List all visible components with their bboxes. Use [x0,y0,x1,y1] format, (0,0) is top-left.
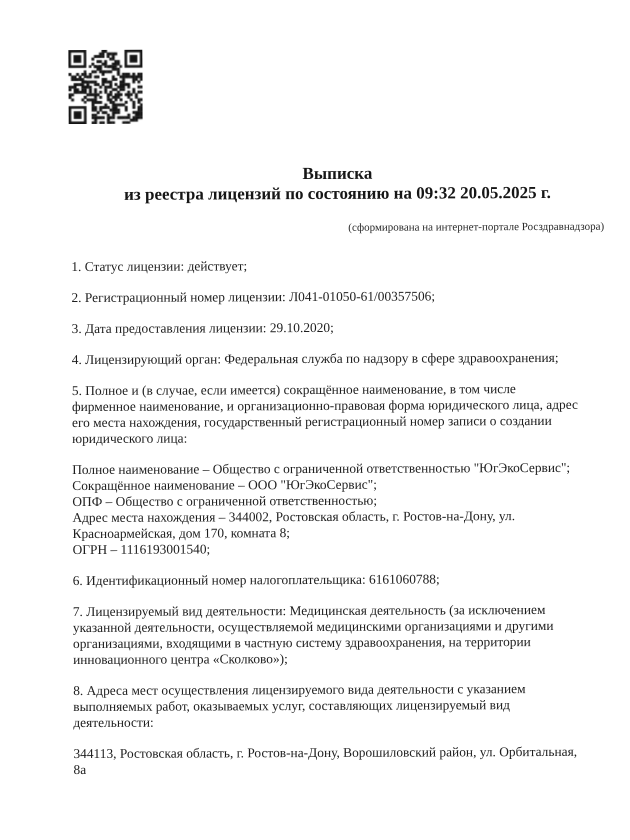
company-opf-line: ОПФ – Общество с ограниченной ответственностью; [72,492,378,510]
company-details-block [72,460,579,558]
paragraph-registration-number: 2. Регистрационный номер лицензии: Л041-01050-61/00357506; [71,288,436,306]
paragraph-activity-addresses-intro: 8. Адреса мест осуществления лицензируемого вида деятельности с указанием выполняемых работ, оказываемых услуг, составляющих лицензируемый вид деятельности: [73,681,526,731]
paragraph-inn: 6. Идентификационный номер налогоплательщика: 6161060788; [72,571,440,589]
company-full-name-line: Полное наименование – Общество с ограниченной ответственностью "ЮгЭкоСервис"; [72,459,571,478]
paragraph-entity-names-intro: 5. Полное и (в случае, если имеется) сокращённое наименование, в том числе фирменное наименование, и организационно-правовая форма юридического лица, адрес его места нахождения, государственный регистрационный номер записи о создании юридического лица: [71,381,578,447]
paragraph-activity-type: 7. Лицензируемый вид деятельности: Медицинская деятельность (за исключением указанной деятельности, осуществляемой медицинскими организациями и другими организациями, входящими в частную систему здравоохранения, на территории инновационного центра «Сколково»); [72,601,554,668]
company-short-name-line: Сокращённое наименование – ООО "ЮгЭкоСервис"; [72,476,377,494]
company-address-line: Адрес места нахождения – 344002, Ростовская область, г. Ростов-на-Дону, ул. Красноармейская, дом 170, комната 8; [72,508,516,542]
qr-code [68,50,142,124]
document-title-line2: из реестра лицензий по состоянию на 09:32 20.05.2025 г. [124,182,551,204]
formed-note: (сформирована на интернет-портале Росздравнадзора) [348,220,605,234]
paragraph-grant-date: 3. Дата предоставления лицензии: 29.10.2020; [71,319,334,337]
document-body [71,257,580,793]
document-header [71,163,604,236]
paragraph-activity-address: 344113, Ростовская область, г. Ростов-на-Дону, Ворошиловский район, ул. Орбитальная, 8а [73,743,578,778]
paragraph-licensing-authority: 4. Лицензирующий орган: Федеральная служба по надзору в сфере здравоохранения; [71,349,559,368]
document-title-line1: Выписка [302,163,373,184]
company-ogrn-line: ОГРН – 1116193001540; [72,541,211,558]
paragraph-license-status: 1. Статус лицензии: действует; [71,258,248,275]
